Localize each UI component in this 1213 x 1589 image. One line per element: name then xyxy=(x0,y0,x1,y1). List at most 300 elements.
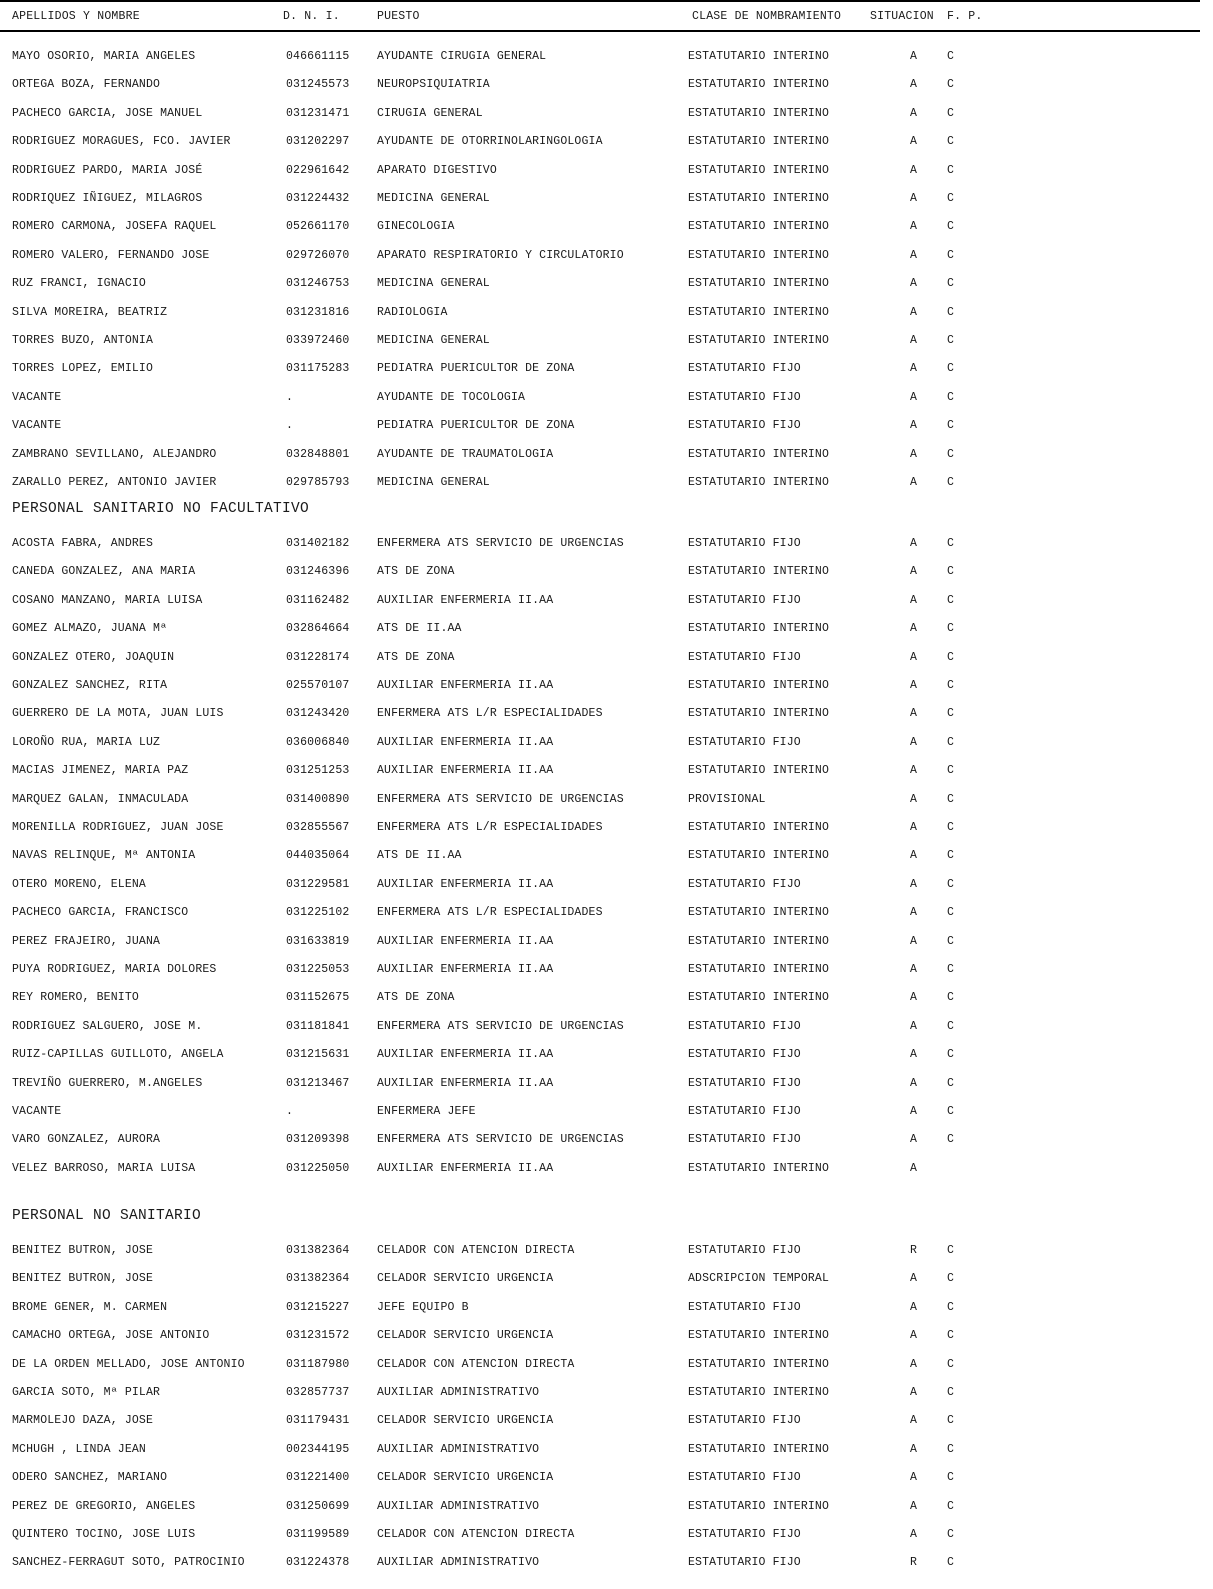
cell-situacion: A xyxy=(910,849,918,862)
cell-clase: ESTATUTARIO FIJO xyxy=(688,1528,801,1541)
column-header-bar xyxy=(0,0,1200,32)
cell-dni: 031250699 xyxy=(286,1500,350,1513)
cell-dni: 046661115 xyxy=(286,50,350,63)
cell-name: BROME GENER, M. CARMEN xyxy=(12,1301,168,1314)
cell-fp: C xyxy=(947,679,955,692)
cell-name: ORTEGA BOZA, FERNANDO xyxy=(12,78,161,91)
cell-dni: 031224378 xyxy=(286,1556,350,1569)
cell-fp: C xyxy=(947,764,955,777)
header-dni: D. N. I. xyxy=(283,10,340,23)
cell-fp: C xyxy=(947,78,955,91)
cell-dni: 032848801 xyxy=(286,448,350,461)
cell-name: VACANTE xyxy=(12,419,62,432)
cell-dni: 031215227 xyxy=(286,1301,350,1314)
cell-situacion: A xyxy=(910,793,918,806)
cell-name: COSANO MANZANO, MARIA LUISA xyxy=(12,594,203,607)
cell-situacion: A xyxy=(910,1386,918,1399)
cell-puesto: AUXILIAR ADMINISTRATIVO xyxy=(377,1500,540,1513)
cell-puesto: APARATO RESPIRATORIO Y CIRCULATORIO xyxy=(377,249,624,262)
cell-situacion: A xyxy=(910,707,918,720)
cell-name: CAMACHO ORTEGA, JOSE ANTONIO xyxy=(12,1329,210,1342)
cell-fp: C xyxy=(947,736,955,749)
cell-fp: C xyxy=(947,220,955,233)
cell-dni: 031225050 xyxy=(286,1162,350,1175)
table-row xyxy=(0,164,1200,182)
cell-situacion: A xyxy=(910,1414,918,1427)
cell-situacion: A xyxy=(910,935,918,948)
cell-situacion: A xyxy=(910,164,918,177)
header-clase: CLASE DE NOMBRAMIENTO xyxy=(692,10,842,23)
cell-name: REY ROMERO, BENITO xyxy=(12,991,139,1004)
cell-puesto: ENFERMERA ATS L/R ESPECIALIDADES xyxy=(377,906,603,919)
cell-clase: ESTATUTARIO INTERINO xyxy=(688,565,830,578)
table-row xyxy=(0,1020,1200,1038)
cell-puesto: MEDICINA GENERAL xyxy=(377,334,490,347)
cell-clase: ESTATUTARIO FIJO xyxy=(688,391,801,404)
cell-fp: C xyxy=(947,476,955,489)
cell-situacion: A xyxy=(910,135,918,148)
cell-clase: ESTATUTARIO FIJO xyxy=(688,1077,801,1090)
cell-clase: PROVISIONAL xyxy=(688,793,766,806)
cell-clase: ESTATUTARIO FIJO xyxy=(688,1105,801,1118)
cell-dni: 031382364 xyxy=(286,1272,350,1285)
cell-dni: 022961642 xyxy=(286,164,350,177)
cell-name: TORRES BUZO, ANTONIA xyxy=(12,334,154,347)
cell-fp: C xyxy=(947,1048,955,1061)
cell-fp: C xyxy=(947,192,955,205)
cell-name: GONZALEZ OTERO, JOAQUIN xyxy=(12,651,175,664)
cell-clase: ESTATUTARIO INTERINO xyxy=(688,707,830,720)
cell-name: QUINTERO TOCINO, JOSE LUIS xyxy=(12,1528,196,1541)
table-row xyxy=(0,1048,1200,1066)
table-row xyxy=(0,1244,1200,1262)
cell-situacion: A xyxy=(910,963,918,976)
cell-fp: C xyxy=(947,1244,955,1257)
cell-fp: C xyxy=(947,906,955,919)
table-row xyxy=(0,651,1200,669)
cell-dni: 031400890 xyxy=(286,793,350,806)
cell-fp: C xyxy=(947,1443,955,1456)
cell-situacion: A xyxy=(910,1272,918,1285)
table-row xyxy=(0,1162,1200,1180)
cell-name: ZARALLO PEREZ, ANTONIO JAVIER xyxy=(12,476,217,489)
cell-fp: C xyxy=(947,50,955,63)
cell-situacion: A xyxy=(910,1358,918,1371)
table-row xyxy=(0,1471,1200,1489)
table-row xyxy=(0,736,1200,754)
cell-fp: C xyxy=(947,991,955,1004)
cell-situacion: A xyxy=(910,1105,918,1118)
cell-name: VARO GONZALEZ, AURORA xyxy=(12,1133,161,1146)
cell-dni: 031246753 xyxy=(286,277,350,290)
cell-situacion: A xyxy=(910,736,918,749)
cell-puesto: AYUDANTE DE TRAUMATOLOGIA xyxy=(377,448,554,461)
cell-name: BENITEZ BUTRON, JOSE xyxy=(12,1272,154,1285)
cell-situacion: A xyxy=(910,1020,918,1033)
cell-situacion: A xyxy=(910,1162,918,1175)
cell-dni: 031633819 xyxy=(286,935,350,948)
cell-name: RUIZ-CAPILLAS GUILLOTO, ANGELA xyxy=(12,1048,224,1061)
cell-fp: C xyxy=(947,334,955,347)
cell-fp: C xyxy=(947,1556,955,1569)
cell-clase: ESTATUTARIO INTERINO xyxy=(688,1162,830,1175)
table-row xyxy=(0,476,1200,494)
cell-situacion: A xyxy=(910,306,918,319)
cell-dni: 031231471 xyxy=(286,107,350,120)
cell-dni: 031251253 xyxy=(286,764,350,777)
cell-puesto: ENFERMERA JEFE xyxy=(377,1105,476,1118)
cell-puesto: AUXILIAR ENFERMERIA II.AA xyxy=(377,1048,554,1061)
cell-puesto: PEDIATRA PUERICULTOR DE ZONA xyxy=(377,419,575,432)
cell-name: BENITEZ BUTRON, JOSE xyxy=(12,1244,154,1257)
cell-name: ACOSTA FABRA, ANDRES xyxy=(12,537,154,550)
table-row xyxy=(0,594,1200,612)
cell-situacion: A xyxy=(910,419,918,432)
cell-fp: C xyxy=(947,1386,955,1399)
cell-fp: C xyxy=(947,821,955,834)
cell-dni: 029785793 xyxy=(286,476,350,489)
table-row xyxy=(0,78,1200,96)
cell-situacion: A xyxy=(910,1500,918,1513)
table-row xyxy=(0,334,1200,352)
cell-name: PACHECO GARCIA, JOSE MANUEL xyxy=(12,107,203,120)
cell-puesto: ENFERMERA ATS L/R ESPECIALIDADES xyxy=(377,707,603,720)
cell-situacion: A xyxy=(910,651,918,664)
cell-fp: C xyxy=(947,1358,955,1371)
cell-puesto: ENFERMERA ATS SERVICIO DE URGENCIAS xyxy=(377,1020,624,1033)
cell-fp: C xyxy=(947,793,955,806)
cell-name: VACANTE xyxy=(12,391,62,404)
cell-clase: ESTATUTARIO INTERINO xyxy=(688,50,830,63)
cell-situacion: A xyxy=(910,391,918,404)
cell-name: PUYA RODRIGUEZ, MARIA DOLORES xyxy=(12,963,217,976)
cell-puesto: JEFE EQUIPO B xyxy=(377,1301,469,1314)
cell-puesto: AUXILIAR ADMINISTRATIVO xyxy=(377,1386,540,1399)
cell-puesto: AUXILIAR ENFERMERIA II.AA xyxy=(377,679,554,692)
cell-puesto: AYUDANTE DE OTORRINOLARINGOLOGIA xyxy=(377,135,603,148)
cell-clase: ESTATUTARIO INTERINO xyxy=(688,448,830,461)
cell-fp: C xyxy=(947,707,955,720)
table-row xyxy=(0,50,1200,68)
cell-puesto: ENFERMERA ATS SERVICIO DE URGENCIAS xyxy=(377,1133,624,1146)
cell-fp: C xyxy=(947,249,955,262)
cell-dni: 031199589 xyxy=(286,1528,350,1541)
cell-dni: . xyxy=(286,391,294,404)
cell-name: ROMERO VALERO, FERNANDO JOSE xyxy=(12,249,210,262)
cell-situacion: A xyxy=(910,1133,918,1146)
cell-situacion: A xyxy=(910,220,918,233)
cell-situacion: A xyxy=(910,192,918,205)
cell-dni: 031382364 xyxy=(286,1244,350,1257)
cell-dni: 031225053 xyxy=(286,963,350,976)
cell-puesto: AUXILIAR ENFERMERIA II.AA xyxy=(377,878,554,891)
cell-name: TREVIÑO GUERRERO, M.ANGELES xyxy=(12,1077,203,1090)
cell-dni: 032864664 xyxy=(286,622,350,635)
cell-clase: ESTATUTARIO INTERINO xyxy=(688,476,830,489)
cell-puesto: ATS DE II.AA xyxy=(377,849,462,862)
table-row xyxy=(0,192,1200,210)
cell-fp: C xyxy=(947,1133,955,1146)
table-row xyxy=(0,906,1200,924)
cell-puesto: AUXILIAR ENFERMERIA II.AA xyxy=(377,764,554,777)
cell-dni: 031225102 xyxy=(286,906,350,919)
cell-dni: 031179431 xyxy=(286,1414,350,1427)
cell-situacion: R xyxy=(910,1244,918,1257)
table-row xyxy=(0,1414,1200,1432)
cell-dni: 002344195 xyxy=(286,1443,350,1456)
cell-clase: ESTATUTARIO FIJO xyxy=(688,1133,801,1146)
cell-situacion: A xyxy=(910,622,918,635)
cell-puesto: CELADOR CON ATENCION DIRECTA xyxy=(377,1358,575,1371)
table-row xyxy=(0,622,1200,640)
cell-clase: ESTATUTARIO INTERINO xyxy=(688,963,830,976)
cell-situacion: A xyxy=(910,277,918,290)
cell-name: SANCHEZ-FERRAGUT SOTO, PATROCINIO xyxy=(12,1556,245,1569)
cell-dni: 031152675 xyxy=(286,991,350,1004)
cell-clase: ESTATUTARIO INTERINO xyxy=(688,306,830,319)
cell-clase: ESTATUTARIO INTERINO xyxy=(688,764,830,777)
cell-fp: C xyxy=(947,107,955,120)
cell-fp: C xyxy=(947,565,955,578)
cell-fp: C xyxy=(947,622,955,635)
cell-fp: C xyxy=(947,963,955,976)
table-row xyxy=(0,963,1200,981)
cell-fp: C xyxy=(947,1528,955,1541)
cell-puesto: AUXILIAR ENFERMERIA II.AA xyxy=(377,736,554,749)
table-row xyxy=(0,107,1200,125)
cell-fp: C xyxy=(947,391,955,404)
cell-puesto: CELADOR SERVICIO URGENCIA xyxy=(377,1329,554,1342)
cell-puesto: APARATO DIGESTIVO xyxy=(377,164,497,177)
cell-dni: 031213467 xyxy=(286,1077,350,1090)
cell-name: RODRIGUEZ SALGUERO, JOSE M. xyxy=(12,1020,203,1033)
cell-name: PEREZ DE GREGORIO, ANGELES xyxy=(12,1500,196,1513)
cell-situacion: A xyxy=(910,476,918,489)
table-row xyxy=(0,1329,1200,1347)
cell-clase: ESTATUTARIO INTERINO xyxy=(688,679,830,692)
cell-situacion: A xyxy=(910,1077,918,1090)
cell-name: MAYO OSORIO, MARIA ANGELES xyxy=(12,50,196,63)
cell-clase: ESTATUTARIO FIJO xyxy=(688,1471,801,1484)
cell-puesto: AUXILIAR ENFERMERIA II.AA xyxy=(377,963,554,976)
cell-puesto: CIRUGIA GENERAL xyxy=(377,107,483,120)
table-row xyxy=(0,793,1200,811)
cell-fp: C xyxy=(947,849,955,862)
cell-puesto: PEDIATRA PUERICULTOR DE ZONA xyxy=(377,362,575,375)
table-row xyxy=(0,679,1200,697)
header-puesto: PUESTO xyxy=(377,10,420,23)
table-row xyxy=(0,849,1200,867)
cell-puesto: ENFERMERA ATS L/R ESPECIALIDADES xyxy=(377,821,603,834)
cell-dni: 031209398 xyxy=(286,1133,350,1146)
cell-clase: ESTATUTARIO FIJO xyxy=(688,1244,801,1257)
cell-fp: C xyxy=(947,878,955,891)
cell-puesto: CELADOR SERVICIO URGENCIA xyxy=(377,1414,554,1427)
cell-fp: C xyxy=(947,1414,955,1427)
cell-dni: 031402182 xyxy=(286,537,350,550)
cell-fp: C xyxy=(947,1329,955,1342)
table-row xyxy=(0,565,1200,583)
cell-fp: C xyxy=(947,1301,955,1314)
cell-situacion: A xyxy=(910,1528,918,1541)
cell-clase: ESTATUTARIO FIJO xyxy=(688,1414,801,1427)
table-row xyxy=(0,1556,1200,1574)
cell-name: GONZALEZ SANCHEZ, RITA xyxy=(12,679,168,692)
cell-puesto: CELADOR SERVICIO URGENCIA xyxy=(377,1471,554,1484)
table-row xyxy=(0,419,1200,437)
cell-clase: ESTATUTARIO INTERINO xyxy=(688,1386,830,1399)
cell-situacion: A xyxy=(910,1471,918,1484)
cell-puesto: ATS DE II.AA xyxy=(377,622,462,635)
cell-situacion: A xyxy=(910,537,918,550)
table-row xyxy=(0,1272,1200,1290)
cell-clase: ESTATUTARIO FIJO xyxy=(688,1020,801,1033)
cell-dni: 036006840 xyxy=(286,736,350,749)
table-row xyxy=(0,220,1200,238)
cell-fp: C xyxy=(947,1272,955,1285)
cell-puesto: ENFERMERA ATS SERVICIO DE URGENCIAS xyxy=(377,793,624,806)
cell-dni: 031187980 xyxy=(286,1358,350,1371)
table-row xyxy=(0,1358,1200,1376)
cell-dni: 031229581 xyxy=(286,878,350,891)
header-name: APELLIDOS Y NOMBRE xyxy=(12,10,140,23)
cell-clase: ESTATUTARIO INTERINO xyxy=(688,935,830,948)
cell-name: RODRIQUEZ IÑIGUEZ, MILAGROS xyxy=(12,192,203,205)
cell-situacion: A xyxy=(910,878,918,891)
cell-puesto: ENFERMERA ATS SERVICIO DE URGENCIAS xyxy=(377,537,624,550)
cell-clase: ESTATUTARIO INTERINO xyxy=(688,622,830,635)
cell-puesto: AYUDANTE DE TOCOLOGIA xyxy=(377,391,526,404)
cell-puesto: ATS DE ZONA xyxy=(377,565,455,578)
cell-clase: ESTATUTARIO INTERINO xyxy=(688,107,830,120)
cell-dni: 031181841 xyxy=(286,1020,350,1033)
section-title: PERSONAL SANITARIO NO FACULTATIVO xyxy=(12,501,310,517)
table-row xyxy=(0,1301,1200,1319)
cell-fp: C xyxy=(947,594,955,607)
cell-dni: 052661170 xyxy=(286,220,350,233)
cell-clase: ESTATUTARIO INTERINO xyxy=(688,1500,830,1513)
cell-dni: 031246396 xyxy=(286,565,350,578)
cell-situacion: A xyxy=(910,821,918,834)
cell-fp: C xyxy=(947,164,955,177)
cell-name: VACANTE xyxy=(12,1105,62,1118)
cell-dni: 031231572 xyxy=(286,1329,350,1342)
table-row xyxy=(0,135,1200,153)
cell-name: MARQUEZ GALAN, INMACULADA xyxy=(12,793,189,806)
cell-dni: 032855567 xyxy=(286,821,350,834)
cell-situacion: A xyxy=(910,1301,918,1314)
cell-fp: C xyxy=(947,651,955,664)
cell-puesto: CELADOR SERVICIO URGENCIA xyxy=(377,1272,554,1285)
cell-situacion: A xyxy=(910,334,918,347)
cell-puesto: MEDICINA GENERAL xyxy=(377,277,490,290)
cell-puesto: GINECOLOGIA xyxy=(377,220,455,233)
cell-name: MARMOLEJO DAZA, JOSE xyxy=(12,1414,154,1427)
cell-name: ROMERO CARMONA, JOSEFA RAQUEL xyxy=(12,220,217,233)
cell-clase: ESTATUTARIO FIJO xyxy=(688,594,801,607)
cell-clase: ESTATUTARIO FIJO xyxy=(688,1301,801,1314)
cell-dni: . xyxy=(286,1105,294,1118)
cell-dni: . xyxy=(286,419,294,432)
cell-puesto: ATS DE ZONA xyxy=(377,991,455,1004)
cell-dni: 031202297 xyxy=(286,135,350,148)
section-title: PERSONAL NO SANITARIO xyxy=(12,1208,202,1224)
table-row xyxy=(0,537,1200,555)
cell-name: NAVAS RELINQUE, Mª ANTONIA xyxy=(12,849,196,862)
table-row xyxy=(0,1500,1200,1518)
cell-situacion: A xyxy=(910,1048,918,1061)
cell-name: TORRES LOPEZ, EMILIO xyxy=(12,362,154,375)
cell-puesto: AUXILIAR ENFERMERIA II.AA xyxy=(377,935,554,948)
cell-situacion: A xyxy=(910,764,918,777)
cell-situacion: A xyxy=(910,679,918,692)
cell-name: ODERO SANCHEZ, MARIANO xyxy=(12,1471,168,1484)
cell-dni: 031175283 xyxy=(286,362,350,375)
cell-name: PEREZ FRAJEIRO, JUANA xyxy=(12,935,161,948)
cell-fp: C xyxy=(947,448,955,461)
cell-fp: C xyxy=(947,277,955,290)
cell-puesto: AUXILIAR ENFERMERIA II.AA xyxy=(377,1162,554,1175)
cell-clase: ESTATUTARIO FIJO xyxy=(688,736,801,749)
cell-name: OTERO MORENO, ELENA xyxy=(12,878,146,891)
table-row xyxy=(0,391,1200,409)
cell-situacion: R xyxy=(910,1556,918,1569)
cell-name: ZAMBRANO SEVILLANO, ALEJANDRO xyxy=(12,448,217,461)
cell-puesto: AUXILIAR ENFERMERIA II.AA xyxy=(377,1077,554,1090)
cell-puesto: MEDICINA GENERAL xyxy=(377,476,490,489)
cell-fp: C xyxy=(947,419,955,432)
cell-name: SILVA MOREIRA, BEATRIZ xyxy=(12,306,168,319)
cell-clase: ESTATUTARIO INTERINO xyxy=(688,906,830,919)
cell-clase: ESTATUTARIO FIJO xyxy=(688,878,801,891)
cell-puesto: NEUROPSIQUIATRIA xyxy=(377,78,490,91)
table-row xyxy=(0,1133,1200,1151)
cell-fp: C xyxy=(947,537,955,550)
cell-name: GUERRERO DE LA MOTA, JUAN LUIS xyxy=(12,707,224,720)
cell-clase: ESTATUTARIO INTERINO xyxy=(688,821,830,834)
table-row xyxy=(0,1105,1200,1123)
cell-name: DE LA ORDEN MELLADO, JOSE ANTONIO xyxy=(12,1358,245,1371)
cell-situacion: A xyxy=(910,906,918,919)
cell-fp: C xyxy=(947,1020,955,1033)
cell-dni: 029726070 xyxy=(286,249,350,262)
cell-clase: ESTATUTARIO INTERINO xyxy=(688,277,830,290)
table-row xyxy=(0,306,1200,324)
cell-dni: 031245573 xyxy=(286,78,350,91)
table-row xyxy=(0,764,1200,782)
cell-clase: ESTATUTARIO FIJO xyxy=(688,419,801,432)
cell-clase: ESTATUTARIO INTERINO xyxy=(688,1443,830,1456)
cell-clase: ESTATUTARIO FIJO xyxy=(688,537,801,550)
cell-situacion: A xyxy=(910,249,918,262)
cell-dni: 033972460 xyxy=(286,334,350,347)
cell-dni: 031231816 xyxy=(286,306,350,319)
cell-clase: ESTATUTARIO FIJO xyxy=(688,362,801,375)
cell-dni: 031215631 xyxy=(286,1048,350,1061)
cell-fp: C xyxy=(947,362,955,375)
cell-clase: ESTATUTARIO FIJO xyxy=(688,651,801,664)
table-row xyxy=(0,935,1200,953)
cell-situacion: A xyxy=(910,1443,918,1456)
cell-dni: 031224432 xyxy=(286,192,350,205)
cell-situacion: A xyxy=(910,107,918,120)
header-fp: F. P. xyxy=(947,10,983,23)
cell-puesto: AUXILIAR ADMINISTRATIVO xyxy=(377,1556,540,1569)
table-row xyxy=(0,277,1200,295)
cell-situacion: A xyxy=(910,991,918,1004)
table-row xyxy=(0,1443,1200,1461)
cell-dni: 031162482 xyxy=(286,594,350,607)
